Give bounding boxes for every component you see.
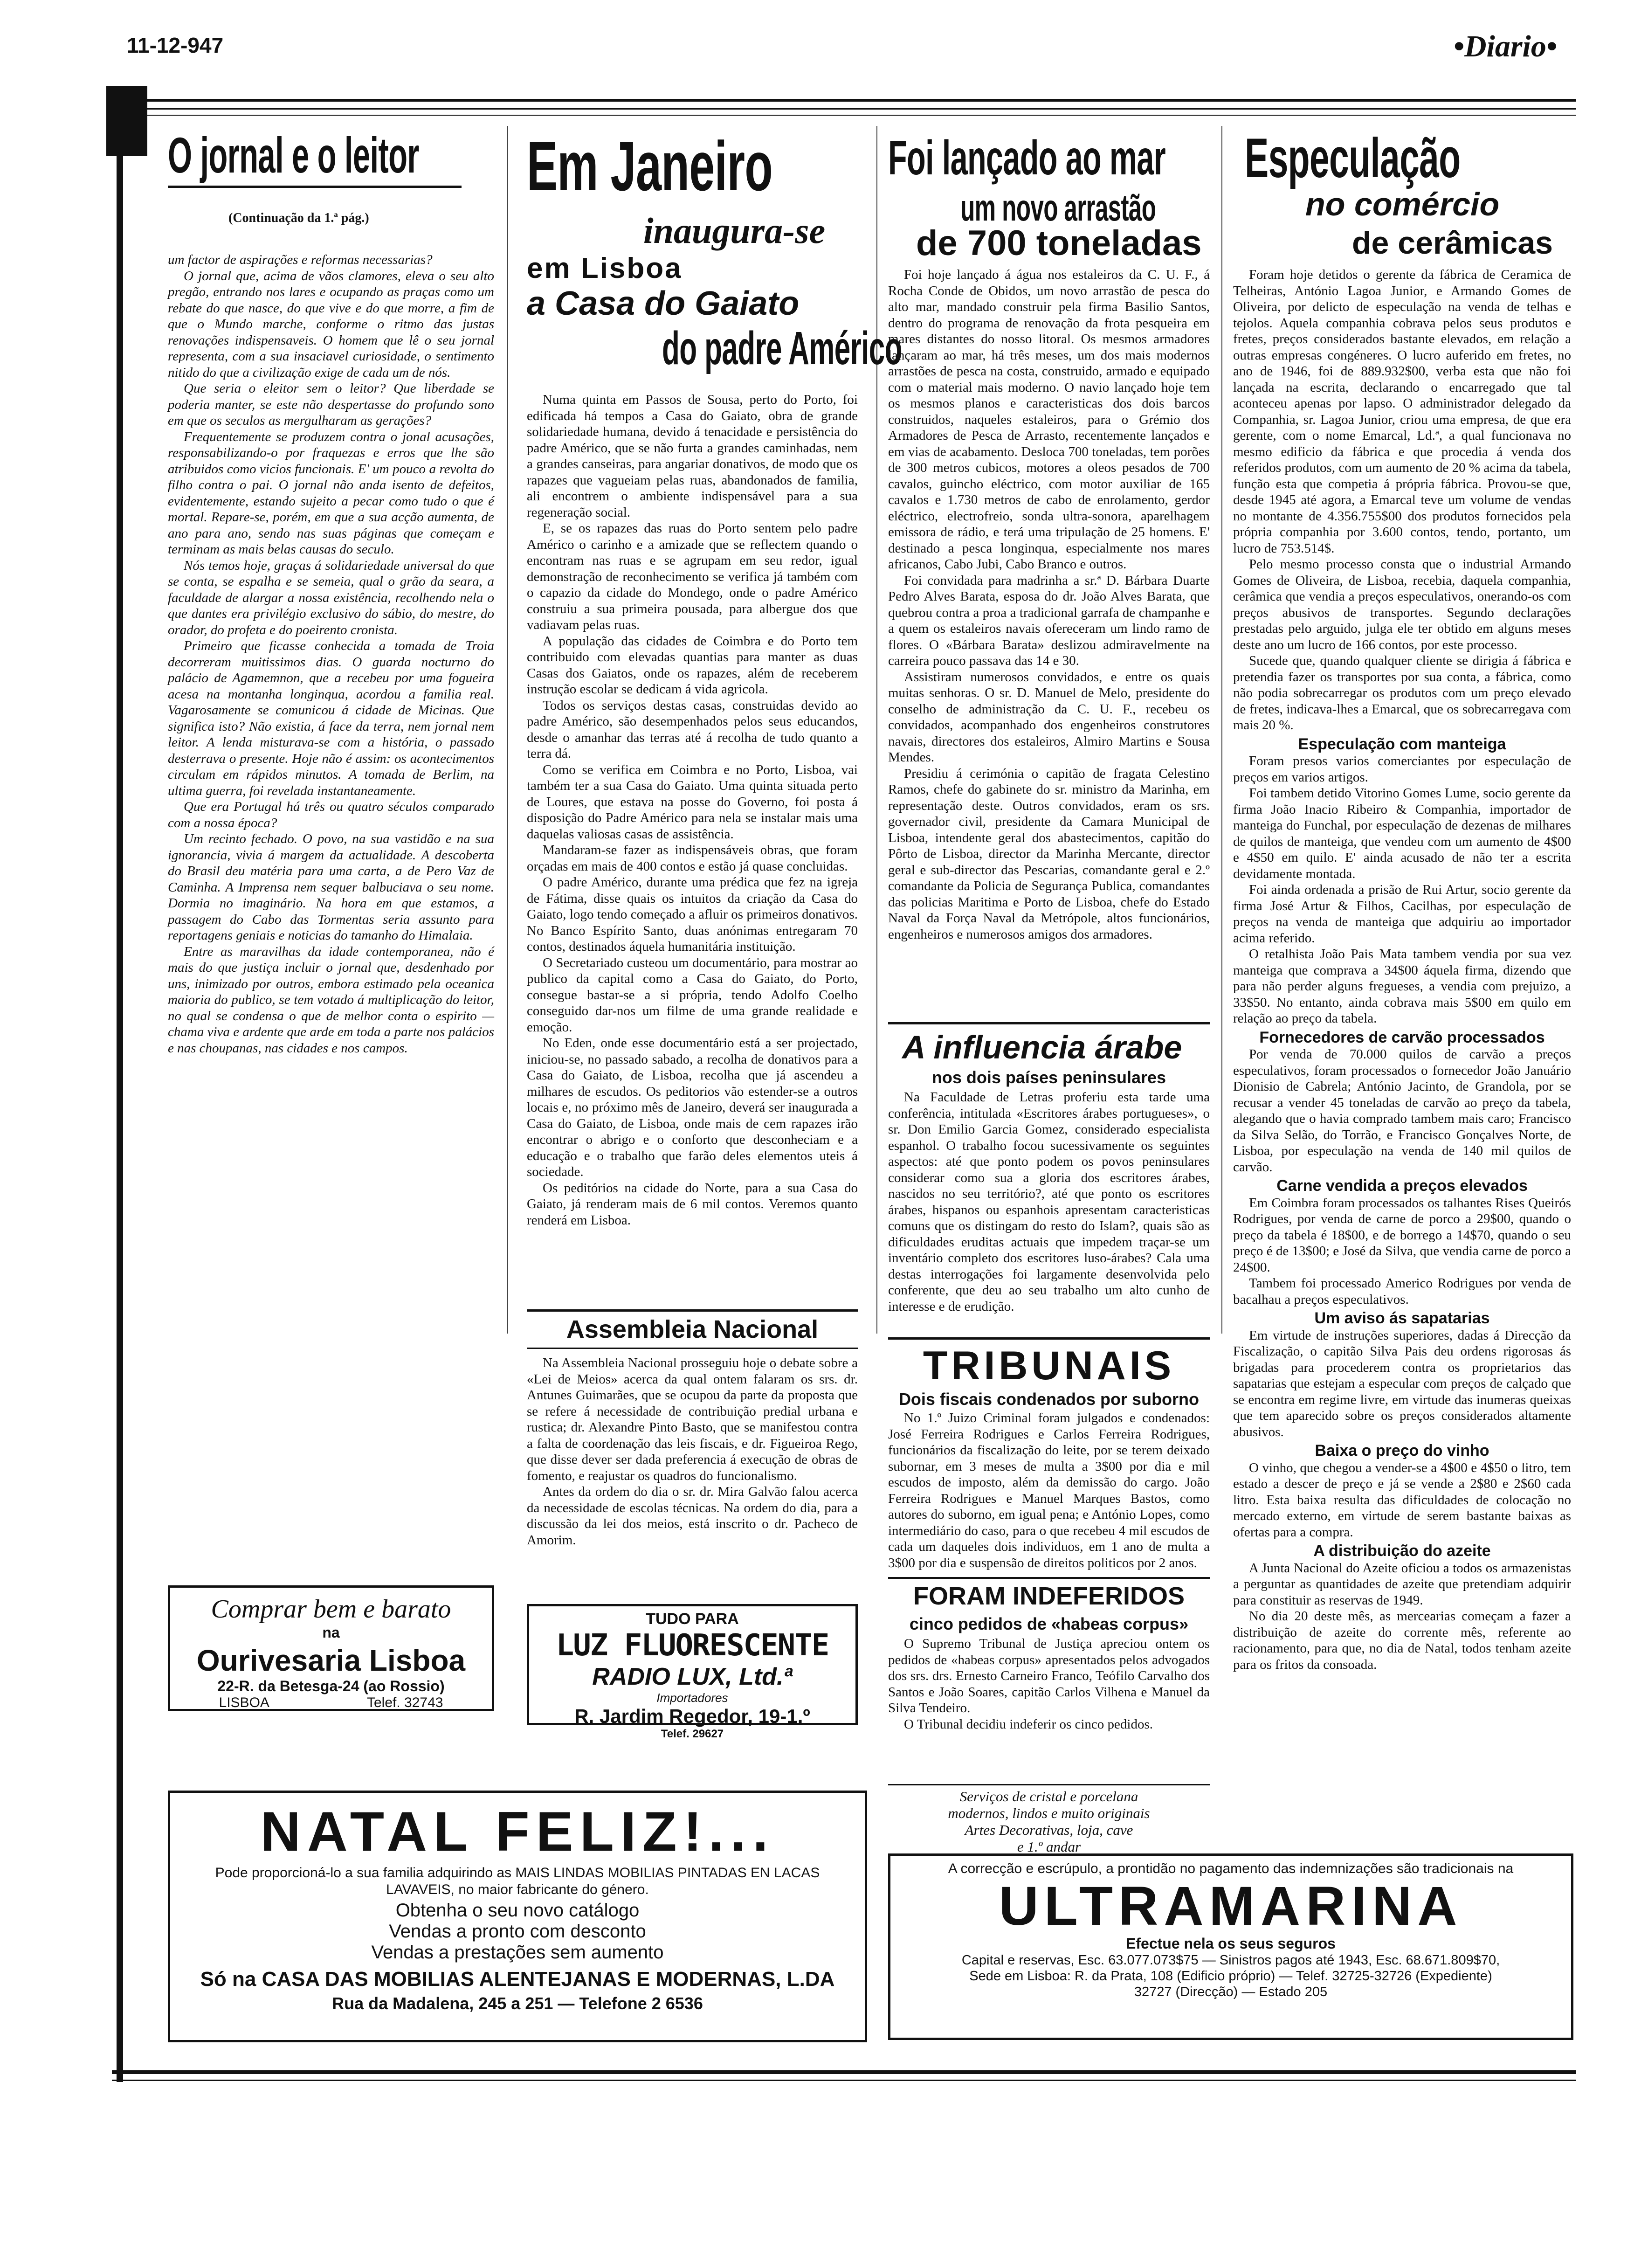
paragraph: um factor de aspirações e reformas necessarias?: [168, 252, 433, 267]
section-rule: [888, 1577, 1210, 1579]
ad-line: Comprar bem e barato: [211, 1595, 451, 1624]
section-rule: [888, 1337, 1210, 1340]
paragraph: No 1.º Juizo Criminal foram julgados e condenados: José Ferreira Rodrigues e Carlos Ferreira Rodrigues, funcionários da fiscalização do leite, por se terem deixado subornar, em 3 meses de multa a 3$00 por dia e mil escudos de imposto, além da demissão do cargo. João Ferreira Rodrigues e Manuel Marques Bastos, como autores do suborno, em igual pena; e António Lopes, como intermediário do caso, para o que recebeu 4 mil escudos de cada um daqueles dois individuos, em 1 ano de multa a 3$00 por dia e suspensão de direitos politicos por 2 anos.: [888, 1411, 1210, 1570]
ad-line: Obtenha o seu novo catálogo: [395, 1900, 640, 1921]
article-kicker: inaugura-se: [643, 210, 826, 251]
paragraph: Um recinto fechado. O povo, na sua vastidão e na sua ignorancia, vivia á margem da actualidade. A descoberta do Brasil deu matéria para uma carta, a de Pero Vaz de Caminha. A Imprensa nem sequer balbuciava o seu nome. Dormia no imaginário. Na hora em que estamos, a passagem do Cabo das Tormentas seria assunto para reportagens geniais e noticias do tamanho do Himalaia.: [168, 831, 494, 943]
article-subtitle: a Casa do Gaiato: [527, 285, 800, 322]
ad-address: R. Jardim Regedor, 19-1.º: [574, 1705, 810, 1727]
paragraph: Assistiram numerosos convidados, e entre os quais muitas senhoras. O sr. D. Manuel de Melo, presidente do conselho de administração da C. U. F., recebeu os convidados, acompanhado dos engenheiros construtores navais, directores dos estaleiros, Almiro Martins e Sousa Mendes.: [888, 669, 1210, 765]
ad-line: Artes Decorativas, loja, cave: [965, 1822, 1133, 1838]
ad-line: Vendas a prestações sem aumento: [371, 1942, 664, 1963]
section-rule: [527, 1348, 858, 1349]
article-subtitle: um novo arrastão: [960, 187, 1156, 228]
title-underline: [168, 186, 462, 188]
section-rule: [527, 1309, 858, 1312]
column-rule: [507, 126, 508, 1334]
article-subtitle: em Lisboa: [527, 252, 683, 284]
article-title-jornal: O jornal e o leitor: [168, 127, 419, 183]
paragraph: Foram hoje detidos o gerente da fábrica de Ceramica de Telheiras, António Lagoa Junior, e Armando Gomes de Oliveira, por delicto de especulação na venda de telhas e tejolos. Aquela companhia cobrava pelos seus produtos e fretes, preços considerados bastante elevados, em relação a outras empresas congéneres. O lucro auferido em fretes, no ano de 1946, foi de 889.932$00, verba esta que não foi lançada na escrita, declarando o encarregado que tal aconteceu apenas por lapso. O administrador delegado da Companhia, sr. Lagoa Junior, criou uma empresa, de que era gerente, com o nome Emarcal, Ld.ª, a qual funcionava no mesmo edificio da fábrica e que procedia á venda dos referidos produtos, com um aumento de 20 % acima da tabela, função esta que competia á própria fábrica. Provou-se que, desde 1945 até agora, a Emarcal teve um volume de vendas no montante de 4.356.755$00 dos produtos fornecidos pela própria companhia por 3.600 contos, tendo, portanto, um lucro de 753.514$.: [1233, 267, 1571, 556]
section-title-assembleia: Assembleia Nacional: [566, 1315, 819, 1343]
article-title-janeiro: Em Janeiro: [527, 127, 773, 205]
paragraph: Primeiro que ficasse conhecida a tomada de Troia decorreram muitissimos dias. O guarda nocturno do palácio de Agamemnon, que a recebeu por uma fogueira acesa na montanha longinqua, acordou a familia real. Vagarosamente se comunicou á cidade de Micinas. Que significa isto? Não existia, á face da terra, nem jornal nem leitor. A lenda misturava-se com a história, o passado desterrava o presente. Hoje não é assim: os acontecimentos circulam em rápidos minutos. A tomada de Berlim, na ultima guerra, foi revelada instantaneamente.: [168, 638, 494, 798]
article-subtitle: de 700 toneladas: [916, 223, 1202, 263]
ad-line: modernos, lindos e muito originais: [948, 1805, 1150, 1821]
paragraph: O Supremo Tribunal de Justiça apreciou ontem os pedidos de «habeas corpus» apresentados pelos advogados dos srs. drs. Ernesto Carneiro Franco, Teófilo Carvalho dos Santos e João Soares, capitão Carlos Vilhena e Manuel da Silva Tendeiro.: [888, 1636, 1210, 1715]
ad-line: LUZ FLUORESCENTE: [556, 1628, 829, 1663]
ad-line: Sede em Lisboa: R. da Prata, 108 (Edificio próprio) — Telef. 32725-32726 (Expediente): [969, 1969, 1492, 1984]
section-heading: Especulação com manteiga: [1298, 735, 1506, 753]
ad-brand: ULTRAMARINA: [999, 1875, 1463, 1937]
article-body-jornal: [168, 252, 494, 1056]
paragraph: Os peditórios na cidade do Norte, para a sua Casa do Gaiato, já renderam mais de 6 mil contos. Veremos quanto renderá em Lisboa.: [527, 1180, 858, 1228]
ad-line: Importadores: [656, 1691, 728, 1705]
article-body-indeferidos: [888, 1636, 1210, 1732]
paragraph: Foi convidada para madrinha a sr.ª D. Bárbara Duarte Pedro Alves Barata, esposa do dr. João Alves Barata, que quebrou contra a proa a tradicional garrafa de champanhe e a quem os estaleiros navais ofereceram um lindo ramo de flores. O «Bárbara Barata» deslizou admiravelmente na carreira pouco passava das 14 e 30.: [888, 573, 1210, 668]
bottom-rule-thin: [112, 2080, 1576, 2081]
paragraph: Em virtude de instruções superiores, dadas á Direcção da Fiscalização, o capitão Silva Pais deu ordens rigorosas ás brigadas para procederem contra os proprietarios das sapatarias que estejam a especular com preços de calçado que se encontra em regime livre, em virtude das inumeras queixas que tem aparecido sobre os preços considerados altamente abusivos.: [1233, 1328, 1571, 1439]
paragraph: Sucede que, quando qualquer cliente se dirigia á fábrica e pretendia fazer os transportes por sua conta, a fábrica, como não podia sobrecarregar os produtos com um preço elevado de fretes, indicava-lhes a Emarcal, que os sobrecarregava com mais 20 %.: [1233, 653, 1571, 733]
section-heading: Carne vendida a preços elevados: [1276, 1177, 1528, 1195]
ad-cristal: [888, 1784, 1210, 1855]
paragraph: Nós temos hoje, graças á solidariedade universal do que se conta, se espalha e se semeia, qual o grão da seara, a faculdade de alargar a nossa existência, recolhendo nela o que dantes era privilégio exclusivo do sábio, do mestre, do orador, do profeta e do poeirento cronista.: [168, 558, 494, 637]
ad-phone: Telef. 32743: [366, 1695, 443, 1710]
paragraph: Foi tambem detido Vitorino Gomes Lume, socio gerente da firma João Inacio Ribeiro & Companhia, importador de manteiga do Funchal, por especulação de dezenas de milhares de quilos de manteiga, que vendeu com um aumento de 4$00 e 4$50 em quilo. E' ainda acusado de não ter a escrita devidamente montada.: [1233, 786, 1571, 881]
article-body-arrastao: [888, 267, 1210, 942]
paragraph: Presidiu á cerimónia o capitão de fragata Celestino Ramos, chefe do gabinete do sr. ministro da Marinha, em representação deste. Outros convidados, eram os srs. governador civil, presidente da Camara Municipal de Lisboa, intendente geral dos abastecimentos, capitão do Pôrto de Lisboa, director da Marinha Mercante, director geral e sub-director das Pescarias, comandante geral e 2.º comandante da Policia de Segurança Publica, comandantes das policias Maritima e Porto de Lisboa, chefe do Estado Naval da Força Naval da Metrópole, altos funcionários, engenheiros e numerosos amigos dos armadores.: [888, 766, 1210, 942]
paragraph: Na Faculdade de Letras proferiu esta tarde uma conferência, intitulada «Escritores árabes portugueses», o sr. Don Emilio Garcia Gomez, considerado especialista espanhol. O trabalho focou sucessivamente os seguintes aspectos: até que ponto podem os povos peninsulares considerar como sua a gloria dos escritores árabes, nascidos no seu território?, até que ponto os escritores árabes, hispanos ou espanhois apresentam caracteristicas comuns que os distingam do resto do Islam?, quais são as dificuldades eruditas actuais que impedem traçar-se um inventário completo dos escritores luso-árabes? Cala uma destas interrogações foi largamente desenvolvida pelo conferente, que deu ao seu trabalho um alto cunho de interesse e de erudição.: [888, 1090, 1210, 1314]
section-title-indeferidos: FORAM INDEFERIDOS: [913, 1582, 1185, 1610]
paragraph: O Secretariado custeou um documentário, para mostrar ao publico da capital como a Casa do Gaiato, do Porto, consegue bastar-se a si própria, tendo Adolfo Coelho conseguido dar-nos um filme de uma grande realidade e emoção.: [527, 955, 858, 1035]
paragraph: No Eden, onde esse documentário está a ser projectado, iniciou-se, no passado sabado, a recolha de donativos para a Casa do Gaiato, de Lisboa, recolha que já ascendeu a milhares de escudos. Os peditorios vão estender-se a outros locais e, no próximo mês de Janeiro, deverá ser inaugurada a Casa do Gaiato, de Lisboa, onde mais de cem rapazes irão encontrar o abrigo e o conforto que desconheciam e a educação e o trabalho que farão deles elementos uteis á sociedade.: [527, 1036, 858, 1179]
ad-line: na: [322, 1624, 340, 1641]
paragraph: Numa quinta em Passos de Sousa, perto do Porto, foi edificada há tempos a Casa do Gaiato, obra de grande solidariedade humana, devido á tenacidade e persistência do padre Américo, que se não furta a grandes caminhadas, nem a grandes canseiras, para angariar donativos, de modo que os rapazes que vagueiam pelas ruas, abandonados de familia, ali encontrem o ambiente indispensável para a sua regeneração social.: [527, 392, 858, 520]
section-rule: [888, 1022, 1210, 1024]
section-heading: Um aviso ás sapatarias: [1314, 1309, 1490, 1327]
article-title-especulacao: Especulação: [1245, 127, 1461, 189]
article-title-arrastao: Foi lançado ao mar: [888, 131, 1166, 185]
article-subtitle: do padre Américo: [662, 322, 902, 374]
ad-ourivesaria: [168, 1585, 494, 1711]
page-date: 11-12-947: [127, 33, 224, 57]
section-heading: A distribuição do azeite: [1313, 1542, 1491, 1560]
paragraph: Tambem foi processado Americo Rodrigues por venda de bacalhau a preços especulativos.: [1233, 1276, 1571, 1307]
paragraph: Foi ainda ordenada a prisão de Rui Artur, socio gerente da firma José Artur & Filhos, Cacilhas, por especulação de preços na venda de manteiga que adquiriu ao importador acima referido.: [1233, 882, 1571, 946]
ad-line: Capital e reservas, Esc. 63.077.073$75 — Sinistros pagos até 1943, Esc. 68.671.809$70,: [961, 1953, 1500, 1968]
paragraph: O retalhista João Pais Mata tambem vendia por sua vez manteiga que comprava a 34$00 áquela firma, dizendo que para não perder alguns fregueses, a vendia com prejuizo, a 33$50. No entanto, ainda cobrava mais 5$00 em quilo em relação ao preço da tabela.: [1233, 947, 1571, 1026]
article-body-gaiato: [527, 392, 858, 1228]
section-subtitle: Dois fiscais condenados por suborno: [898, 1390, 1200, 1409]
ad-address: 22-R. da Betesga-24 (ao Rossio): [217, 1678, 445, 1694]
paragraph: Como se verifica em Coimbra e no Porto, Lisboa, vai também ter a sua Casa do Gaiato. Uma quinta situada perto de Loures, que estava na posse do Governo, foi posta á disposição do Padre Américo para nela se instalar mais uma daquelas valiosas casas de assistência.: [527, 762, 858, 842]
article-subtitle: de cerâmicas: [1352, 225, 1553, 261]
paragraph: Foram presos varios comerciantes por especulação de preços em varios artigos.: [1233, 754, 1571, 785]
ad-line: Efectue nela os seus seguros: [1126, 1935, 1336, 1952]
paragraph: Por venda de 70.000 quilos de carvão a preços especulativos, foram processados o fornecedor João Januário Dionisio de Cabrela; António Jacinto, de Grandola, por se recusar a vender 45 toneladas de carvão ao preço da tabela, alegando que o havia comprado tambem mais caro; Francisco da Silva Selão, do Torrão, e Francisco Gonçalves Norte, de Lisboa, por especulação na venda de 140 mil quilos de carvão.: [1233, 1047, 1571, 1175]
ad-line: e 1.º andar: [1017, 1839, 1081, 1855]
paragraph: O Tribunal decidiu indeferir os cinco pedidos.: [904, 1716, 1153, 1732]
paragraph: E, se os rapazes das ruas do Porto sentem pelo padre Américo o carinho e a amizade que se reflectem quando o encontram nas ruas e se agrupam em seu redor, igual demonstração de reconhecimento se verifica já também com o capazio da cidade do Mondego, onde o padre Américo construiu a sua primeira pousada, para albergue dos que vadiavam pelas ruas.: [527, 521, 858, 632]
article-body-tribunais: [888, 1410, 1210, 1571]
ad-address: Rua da Madalena, 245 a 251 — Telefone 2 6536: [332, 1994, 703, 2013]
ad-line: A correcção e escrúpulo, a prontidão no pagamento das indemnizações são tradicionais na: [948, 1861, 1514, 1876]
ad-natal: [168, 1791, 867, 2042]
section-title-influencia: A influencia árabe: [902, 1029, 1182, 1065]
paragraph: A população das cidades de Coimbra e do Porto tem contribuido com elevadas quantias para manter as duas Casas dos Gaiatos, onde os rapazes, além de receberem instrução escolar se dedicam á vida agricola.: [527, 633, 858, 697]
ad-brand: Só na CASA DAS MOBILIAS ALENTEJANAS E MODERNAS, L.DA: [200, 1968, 835, 1991]
ad-ultramarina: [888, 1853, 1573, 2040]
paragraph: Todos os serviços destas casas, construidas devido ao padre Américo, são desempenhados pelos seus educandos, desde o amanhar das terras até á recolha de tudo quanto a terra dá.: [527, 698, 858, 761]
ad-phone: Telef. 29627: [661, 1728, 724, 1740]
article-body-influencia: [888, 1089, 1210, 1314]
paragraph: O padre Américo, durante uma prédica que fez na igreja de Fátima, disse quais os intuitos da criação da Casa do Gaiato, logo tendo começado a afluir os primeiros donativos. No Banco Espírito Santo, duas anónimas entregaram 70 contos, destinados áquela humanitária instituição.: [527, 875, 858, 954]
left-column-bar: [117, 89, 123, 2082]
ad-line: Pode proporcioná-lo a sua familia adquirindo as MAIS LINDAS MOBILIAS PINTADAS EN LACAS LAVAVEIS, no maior fabricante do género.: [215, 1865, 820, 1897]
section-title-tribunais: TRIBUNAIS: [923, 1343, 1175, 1388]
paragraph: A Junta Nacional do Azeite oficiou a todos os armazenistas a perguntar as quantidades de azeite que pretendiam adquirir para constituir as reservas de 1949.: [1233, 1560, 1571, 1608]
ad-brand: Ourivesaria Lisboa: [196, 1644, 466, 1677]
paragraph: Foi hoje lançado á água nos estaleiros da C. U. F., á Rocha Conde de Obidos, um novo arrastão de pesca do alto mar, mandado construir pela firma Basilio Santos, dentro do programa de renovação da frota pesqueira em mares distantes do nosso litoral. Os mesmos armadores lançaram ao mar, há três meses, um dos mais modernos arrastões de pesca na costa, construido, armado e equipado com o material mais moderno. O navio lançado hoje tem os mesmos planos e caracteristicas dos dois barcos construidos, naqueles estaleiros, para o Grémio dos Armadores de Pesca de Arrasto, recentemente lançados e em vias de acabamento. Desloca 700 toneladas, tem porões de 300 metros cubicos, motores a oleos pesados de 700 cavalos, guincho eléctrico, com motor auxiliar de 165 cavalos e 1.730 metros de cabo de enrolamento, gerdor eléctrico, electrofreio, sonda ultra-sonora, aparelhagem emissora de rádio, e terá uma tripulação de 25 homens. E' destinado a pesca longinqua, especialmente nos mares africanos, Cabo Jubi, Cabo Branco e outros.: [888, 267, 1210, 572]
article-body-especulacao: [1233, 267, 1571, 1673]
paragraph: Entre as maravilhas da idade contemporanea, não é mais do que justiça incluir o jornal que, desdenhado por uns, inimizado por outros, embora estimado pela oceanica maioria do publico, se tem votado á multiplicação do leitor, no qual se condensa o que de melhor conta o espirito — chama viva e ardente que arde em toda a parte nos palácios e nas choupanas, nas cidades e nos campos.: [168, 944, 494, 1056]
paragraph: Mandaram-se fazer as indispensáveis obras, que foram orçadas em mais de 400 contos e estão já quase concluidas.: [527, 843, 858, 874]
paragraph: Na Assembleia Nacional prosseguiu hoje o debate sobre a «Lei de Meios» acerca da qual ontem falaram os srs. dr. Antunes Guimarães, que se ocupou da parte da proposta que se refere á necessidade de contribuição predial urbana e rustica; dr. Alexandre Pinto Basto, que se manifestou contra a falta de coordenação das leis fiscais, e dr. Figueiroa Rego, que disse dever ser dada preferencia á execução de obras de fomento, e reajustar os quadros do funcionalismo.: [527, 1355, 858, 1483]
corner-block: [106, 86, 147, 156]
paragraph: O jornal que, acima de vãos clamores, eleva o seu alto pregão, entrando nos lares e ocupando as praças como um rebate do que nasce, do que vive e do que morre, a fim de que o Mundo marche, conforme o ritmo das justas renovações indispensaveis. O homem que lê o seu jornal representa, com a sua insaciavel curiosidade, o sentimento nitido do que a civilização exige de cada um de nós.: [168, 268, 494, 380]
ad-title: NATAL FELIZ!...: [260, 1800, 775, 1863]
article-body-assembleia: [527, 1355, 858, 1548]
newspaper-name: •Diario•: [1453, 29, 1557, 63]
article-kicker: no comércio: [1305, 186, 1500, 222]
paragraph: No dia 20 deste mês, as mercearias começam a fazer a distribuição de azeite do corrente mês, referente ao racionamento, para que, no dia de Natal, todos tenham azeite para os fritos da consoada.: [1233, 1609, 1571, 1672]
section-heading: Fornecedores de carvão processados: [1259, 1028, 1545, 1046]
ad-radiolux: [527, 1604, 858, 1740]
section-subtitle: cinco pedidos de «habeas corpus»: [909, 1614, 1189, 1633]
paragraph: Em Coimbra foram processados os talhantes Rises Queirós Rodrigues, por venda de carne de porco a 29$00, quando o preço da tabela é 18$00, e de borrego a 14$70, quando o seu preço é de 13$00; e José da Silva, que vendia carne de porco a 24$00.: [1233, 1195, 1571, 1275]
paragraph: Antes da ordem do dia o sr. dr. Mira Galvão falou acerca da necessidade de escolas técnicas. Na ordem do dia, para a discussão da lei dos meios, está inscrito o dr. Pacheco de Amorim.: [527, 1484, 858, 1548]
section-heading: Baixa o preço do vinho: [1315, 1442, 1489, 1459]
ad-line: TUDO PARA: [646, 1610, 739, 1628]
ad-line: Vendas a pronto com desconto: [389, 1921, 646, 1942]
paragraph: Que era Portugal há três ou quatro séculos comparado com a nossa época?: [168, 799, 494, 830]
continuation-note: (Continuação da 1.ª pág.): [228, 211, 369, 225]
ad-city: LISBOA: [219, 1695, 269, 1710]
paragraph: Frequentemente se produzem contra o jonal acusações, responsabilizando-o por fraquezas e erros que lhe são atribuidos como vicios funcionais. E' um pouco a revolta do filho contra o pai. O jornal não anda isento de defeitos, evidentemente, estando sujeito a pecar como tudo o que é mortal. Repare-se, porém, em que a sua acção aumenta, de ano para ano, sendo nas suas páginas que começam e terminam as mais belas causas do seculo.: [168, 429, 494, 557]
top-rule: [112, 99, 1576, 102]
top-rule-thin: [112, 108, 1576, 110]
paragraph: O vinho, que chegou a vender-se a 4$00 e 4$50 o litro, tem estado a descer de preço e já se vende a 2$80 e 2$60 cada litro. Esta baixa resulta das dificuldades de colocação no mercado externo, em virtude de serem bastante baixas as ofertas para a compra.: [1233, 1460, 1571, 1540]
section-subtitle: nos dois países peninsulares: [931, 1068, 1166, 1087]
ad-line: Serviços de cristal e porcelana: [959, 1788, 1138, 1805]
ad-line: 32727 (Direcção) — Estado 205: [1134, 1984, 1328, 1999]
paragraph: Que seria o eleitor sem o leitor? Que liberdade se poderia manter, se este não despertasse do profundo sono em que os seculos as mergulharam as gerações?: [168, 381, 494, 428]
bottom-rule: [112, 2070, 1576, 2074]
column-rule: [876, 126, 877, 1334]
ad-brand: RADIO LUX, Ltd.ª: [592, 1663, 793, 1690]
paragraph: Pelo mesmo processo consta que o industrial Armando Gomes de Oliveira, de Lisboa, recebia, daquela companhia, cerâmica que vendia a preços especulativos, onerando-os com preços abusivos de transportes. Segundo declarações prestadas pelo arguido, julga ele ter obtido em alguns meses deste ano um lucro de 166 contos, por este processo.: [1233, 557, 1571, 652]
column-rule: [1221, 126, 1222, 1334]
top-rule-hair: [112, 115, 1576, 116]
